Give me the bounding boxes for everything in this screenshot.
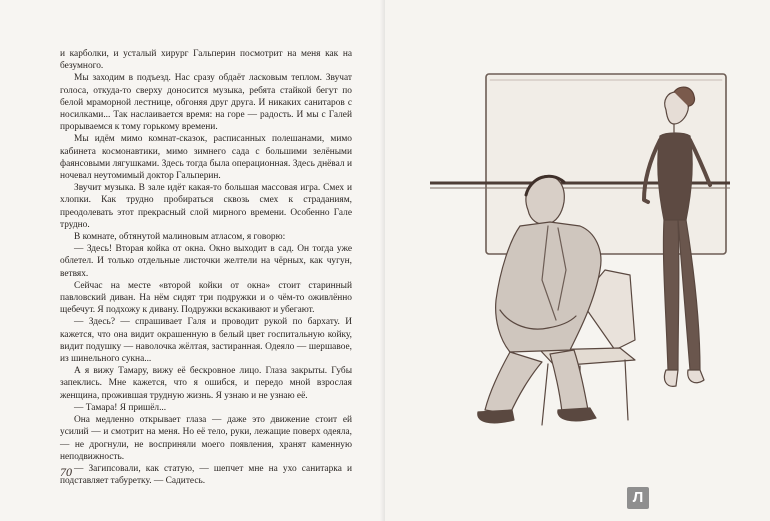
paragraph: — Здесь! Вторая койка от окна. Окно выходит в сад. Он тогда уже облетел. И только отдельные листочки желтели на чёрных, как чугун, ветвях. (60, 244, 352, 279)
paragraph: — Здесь? — спрашивает Галя и проводит рукой по бархату. И кажется, что она видит окрашенную в белый цвет госпитальную койку, видит подушку — наволочка жёлтая, застиранная. Одеяло — шершавое, из шинельного сукна... (60, 317, 352, 365)
body-text (60, 48, 352, 487)
paragraph: А я вижу Тамару, вижу её бескровное лицо. Глаза закрыты. Губы запеклись. Мне кажется, что я ошибся, и передо мной взрослая женщина, прожившая трудную жизнь. Я узнаю и не узнаю её. (60, 366, 352, 401)
paragraph: и карболки, и усталый хирург Гальперин посмотрит на меня как на безумного. (60, 49, 352, 72)
paragraph: В комнате, обтянутой малиновым атласом, я говорю: (74, 232, 286, 243)
page-number: 70 (60, 465, 72, 479)
paragraph: — Загипсовали, как статую, — шепчет мне на ухо санитарка и подставляет табуретку. — Садитесь. (60, 463, 352, 487)
paragraph: — Тамара! Я пришёл... (74, 402, 167, 413)
paragraph: Звучит музыка. В зале идёт какая-то большая массовая игра. Смех и хлопки. Как трудно пробираться сквозь смех к страданиям, преодолевать этот прекрасный слой мирного времени. Особенно Гале трудно. (60, 183, 352, 230)
paragraph: Сейчас на месте «второй койки от окна» стоит старинный павловский диван. На нём сидят три подружки и о чём-то оживлённо щебечут. Я подхожу к дивану. Подружки вскакивают и убегают. (60, 280, 352, 316)
ballerina-leotard (658, 133, 692, 220)
man-jacket (496, 222, 601, 352)
publisher-logo-icon: Л (627, 487, 649, 509)
paragraph: Она медленно открывает глаза — даже это движение стоит ей усилий — и смотрит на меня. Но её тело, руки, лежащие поверх одеяла, — не дрогнули, не восприняли моего появления, хранят каменную неподвижность. (60, 415, 352, 462)
paragraph: Мы идём мимо комнат-сказок, расписанных полешанами, мимо кабинета космонавтики, мимо зимнего сада с большими зелёными фаянсовыми лягушками. Здесь тогда была операционная. Здесь днёвал и ночевал неутомимый доктор Гальперин. (60, 134, 352, 182)
illustration (430, 70, 730, 430)
paragraph: Мы заходим в подъезд. Нас сразу обдаёт ласковым теплом. Звучат голоса, откуда-то сверху доносится музыка, ребята стайкой бегут по белой мраморной лестнице, обгоняя друг друга. И никаких санитаров с носилками... Так наслаивается время: на горе — радость. И мы с Галей прорываемся к тому горькому времени. (60, 73, 352, 133)
